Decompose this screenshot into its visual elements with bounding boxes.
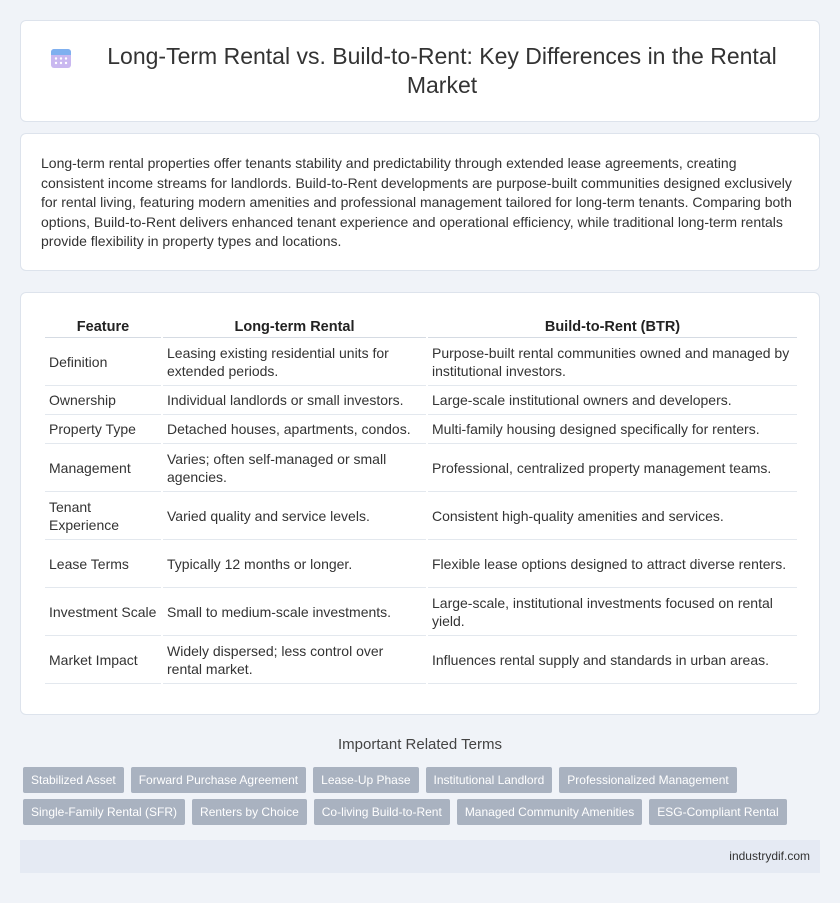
row-long-term-value: Individual landlords or small investors. bbox=[163, 388, 426, 415]
table-row bbox=[45, 590, 797, 636]
tag-stabilized-asset[interactable]: Stabilized Asset bbox=[23, 767, 124, 793]
intro-paragraph: Long-term rental properties offer tenants stability and predictability through extended lease agreements, creating consistent income streams for landlords. Build-to-Rent developments are purpose-built communities designed exclusively for rental living, featuring modern amenities and professional management tailored for long-term tenants. Comparing both options, Build-to-Rent delivers enhanced tenant experience and operational efficiency, while traditional long-term rentals provide flexibility in property types and locations. bbox=[41, 155, 792, 249]
row-btr-value: Multi-family housing designed specifically for renters. bbox=[428, 417, 797, 444]
row-btr-value: Consistent high-quality amenities and services. bbox=[428, 494, 797, 540]
row-feature: Management bbox=[45, 446, 161, 492]
page-title: Long-Term Rental vs. Build-to-Rent: Key Differences in the Rental Market bbox=[107, 43, 777, 98]
title-card bbox=[20, 20, 820, 122]
table-header-row bbox=[45, 315, 797, 338]
tag-professionalized-management[interactable]: Professionalized Management bbox=[559, 767, 736, 793]
tag-forward-purchase-agreement[interactable]: Forward Purchase Agreement bbox=[131, 767, 306, 793]
header-feature: Feature bbox=[45, 315, 161, 338]
tag-institutional-landlord[interactable]: Institutional Landlord bbox=[426, 767, 553, 793]
title-wrap bbox=[50, 42, 790, 100]
table-row bbox=[45, 638, 797, 684]
row-btr-value: Influences rental supply and standards in urban areas. bbox=[428, 638, 797, 684]
header-build-to-rent: Build-to-Rent (BTR) bbox=[428, 315, 797, 338]
row-feature: Tenant Experience bbox=[45, 494, 161, 540]
row-long-term-value: Detached houses, apartments, condos. bbox=[163, 417, 426, 444]
tag-managed-community-amenities[interactable]: Managed Community Amenities bbox=[457, 799, 642, 825]
table-row bbox=[45, 417, 797, 444]
tag-esg-compliant-rental[interactable]: ESG-Compliant Rental bbox=[649, 799, 786, 825]
row-feature: Market Impact bbox=[45, 638, 161, 684]
tag-lease-up-phase[interactable]: Lease-Up Phase bbox=[313, 767, 418, 793]
row-btr-value: Purpose-built rental communities owned and managed by institutional investors. bbox=[428, 340, 797, 386]
intro-card bbox=[20, 133, 820, 271]
comparison-table-card bbox=[20, 292, 820, 715]
table-row bbox=[45, 542, 797, 588]
tag-row bbox=[23, 767, 813, 793]
row-feature: Definition bbox=[45, 340, 161, 386]
row-btr-value: Large-scale, institutional investments focused on rental yield. bbox=[428, 590, 797, 636]
tag-co-living-build-to-rent[interactable]: Co-living Build-to-Rent bbox=[314, 799, 450, 825]
tag-renters-by-choice[interactable]: Renters by Choice bbox=[192, 799, 307, 825]
row-feature: Investment Scale bbox=[45, 590, 161, 636]
row-long-term-value: Widely dispersed; less control over rental market. bbox=[163, 638, 426, 684]
row-long-term-value: Leasing existing residential units for extended periods. bbox=[163, 340, 426, 386]
tag-single-family-rental[interactable]: Single-Family Rental (SFR) bbox=[23, 799, 185, 825]
row-btr-value: Flexible lease options designed to attract diverse renters. bbox=[428, 542, 797, 588]
table-row bbox=[45, 494, 797, 540]
comparison-table bbox=[43, 313, 799, 686]
row-feature: Property Type bbox=[45, 417, 161, 444]
row-btr-value: Professional, centralized property management teams. bbox=[428, 446, 797, 492]
calendar-icon bbox=[50, 47, 72, 69]
row-feature: Ownership bbox=[45, 388, 161, 415]
tag-row bbox=[23, 799, 813, 825]
row-btr-value: Large-scale institutional owners and developers. bbox=[428, 388, 797, 415]
table-row bbox=[45, 446, 797, 492]
footer bbox=[20, 840, 820, 873]
footer-site[interactable]: industrydif.com bbox=[729, 849, 810, 863]
header-long-term-rental: Long-term Rental bbox=[163, 315, 426, 338]
row-long-term-value: Small to medium-scale investments. bbox=[163, 590, 426, 636]
related-terms-tags bbox=[23, 767, 813, 831]
row-feature: Lease Terms bbox=[45, 542, 161, 588]
related-terms-title: Important Related Terms bbox=[338, 736, 502, 753]
table-row bbox=[45, 388, 797, 415]
row-long-term-value: Typically 12 months or longer. bbox=[163, 542, 426, 588]
table-row bbox=[45, 340, 797, 386]
row-long-term-value: Varies; often self-managed or small agencies. bbox=[163, 446, 426, 492]
row-long-term-value: Varied quality and service levels. bbox=[163, 494, 426, 540]
